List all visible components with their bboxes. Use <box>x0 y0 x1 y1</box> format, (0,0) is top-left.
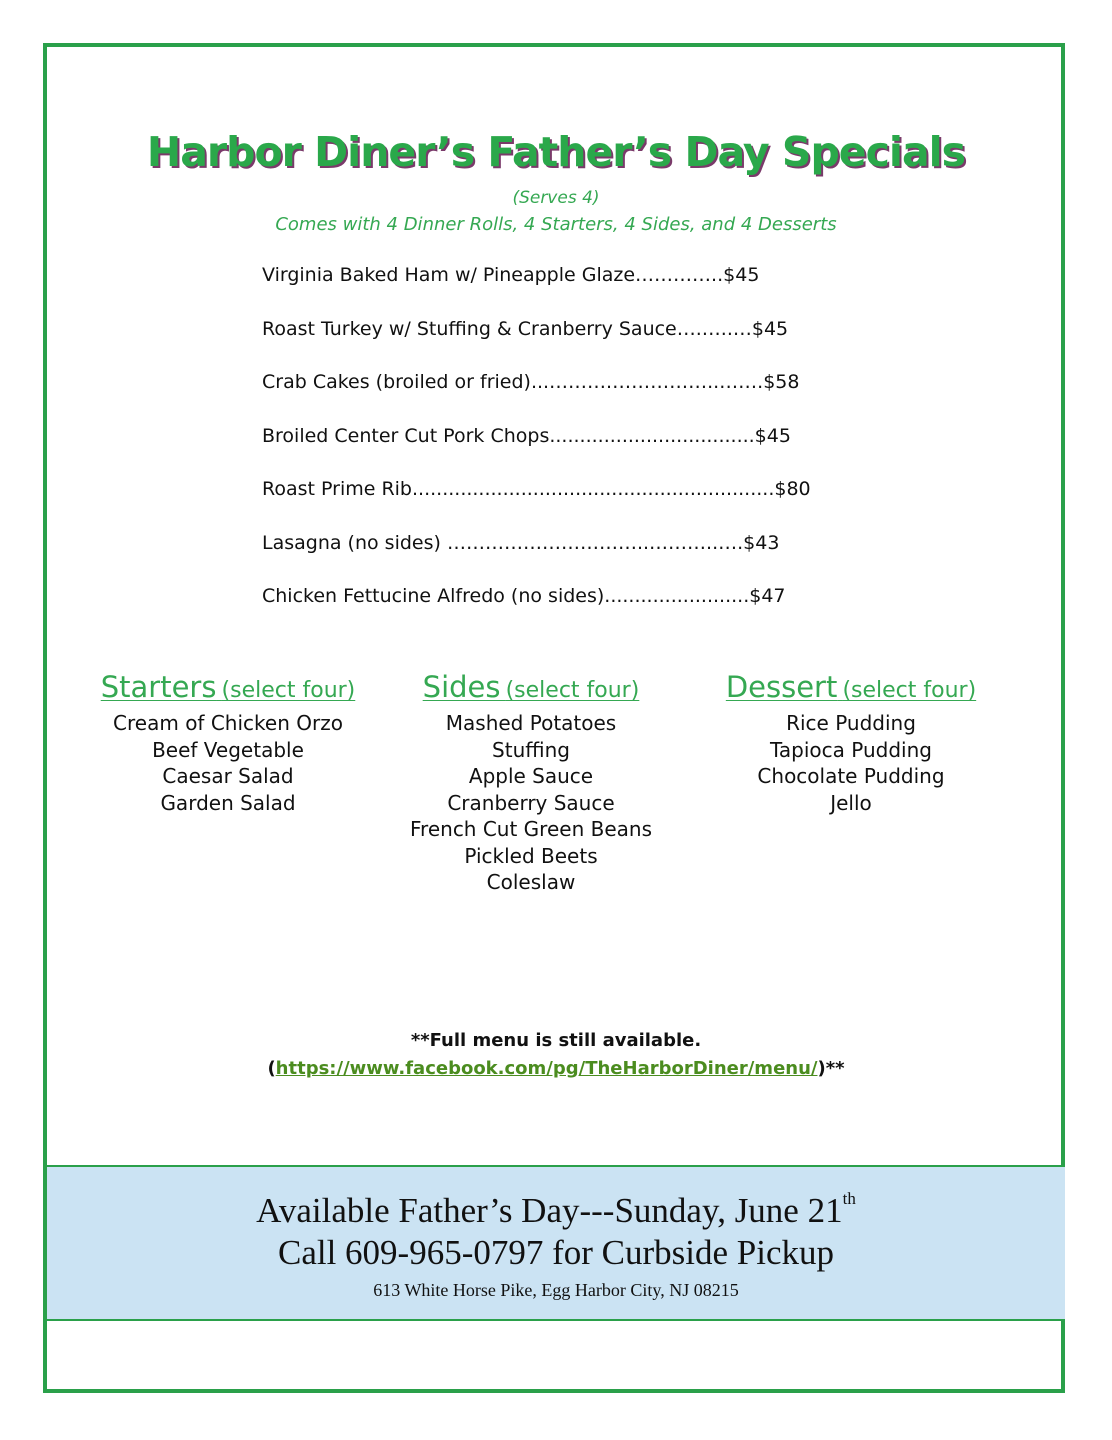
dessert-list <box>711 710 991 816</box>
starters-column <box>88 670 368 816</box>
includes-note: Comes with 4 Dinner Rolls, 4 Starters, 4 Sides, and 4 Desserts <box>275 214 837 235</box>
list-item: Apple Sauce <box>468 764 594 788</box>
list-item: Beef Vegetable <box>152 737 304 762</box>
sides-list <box>391 710 671 896</box>
menu-list <box>262 264 842 639</box>
list-item: Caesar Salad <box>162 764 294 788</box>
phone-line: Call 609-965-0797 for Curbside Pickup <box>277 1233 835 1272</box>
list-item: Pickled Beets <box>464 843 598 868</box>
column-heading: Dessert <box>725 670 838 704</box>
availability-text: Available Father’s Day---Sunday, June 21 <box>256 1191 843 1230</box>
starters-heading <box>88 670 368 704</box>
list-item: Stuffing <box>492 737 570 762</box>
list-item: Cranberry Sauce <box>447 790 615 815</box>
sides-heading <box>391 670 671 704</box>
column-heading: Sides <box>422 670 501 704</box>
pickup-banner <box>47 1165 1065 1321</box>
column-subheading: (select four) <box>842 678 977 703</box>
link-close-marker: )** <box>817 1058 845 1079</box>
menu-item: Roast Prime Rib............................................................$80 <box>262 478 811 500</box>
menu-item: Roast Turkey w/ Stuffing & Cranberry Sauce….…..…$45 <box>262 317 789 340</box>
page-title: Harbor Diner’s Father’s Day Specials <box>146 128 966 176</box>
facebook-menu-link[interactable]: https://www.facebook.com/pg/TheHarborDiner/menu/ <box>275 1058 818 1079</box>
column-subheading: (select four) <box>505 678 640 703</box>
link-open-paren: ( <box>267 1058 276 1079</box>
list-item: French Cut Green Beans <box>410 817 652 841</box>
menu-item: Virginia Baked Ham w/ Pineapple Glaze…………..$45 <box>262 264 760 286</box>
column-heading: Starters <box>100 670 217 704</box>
menu-link-line <box>0 1058 1112 1079</box>
list-item: Cream of Chicken Orzo <box>113 711 343 735</box>
menu-item: Broiled Center Cut Pork Chops..................................$45 <box>262 424 791 447</box>
list-item: Mashed Potatoes <box>445 711 617 735</box>
list-item: Garden Salad <box>160 790 296 815</box>
address-line: 613 White Horse Pike, Egg Harbor City, NJ 08215 <box>373 1280 739 1300</box>
date-suffix: th <box>842 1189 856 1208</box>
list-item: Chocolate Pudding <box>757 764 945 788</box>
column-subheading: (select four) <box>221 678 356 703</box>
list-item: Jello <box>830 790 872 815</box>
list-item: Rice Pudding <box>786 711 916 735</box>
menu-item: Crab Cakes (broiled or fried)...……….……………..…….$58 <box>262 371 800 393</box>
availability-line <box>47 1189 1065 1231</box>
serves-note: (Serves 4) <box>512 188 600 208</box>
sides-column <box>391 670 671 896</box>
menu-item: Chicken Fettucine Alfredo (no sides)........................$47 <box>262 585 786 607</box>
menu-item: Lasagna (no sides) …………………………..………..….$43 <box>262 531 780 554</box>
starters-list <box>88 710 368 816</box>
full-menu-note: **Full menu is still available. <box>410 1030 702 1051</box>
dessert-heading <box>711 670 991 704</box>
list-item: Tapioca Pudding <box>770 737 932 762</box>
list-item: Coleslaw <box>486 870 576 894</box>
dessert-column <box>711 670 991 816</box>
